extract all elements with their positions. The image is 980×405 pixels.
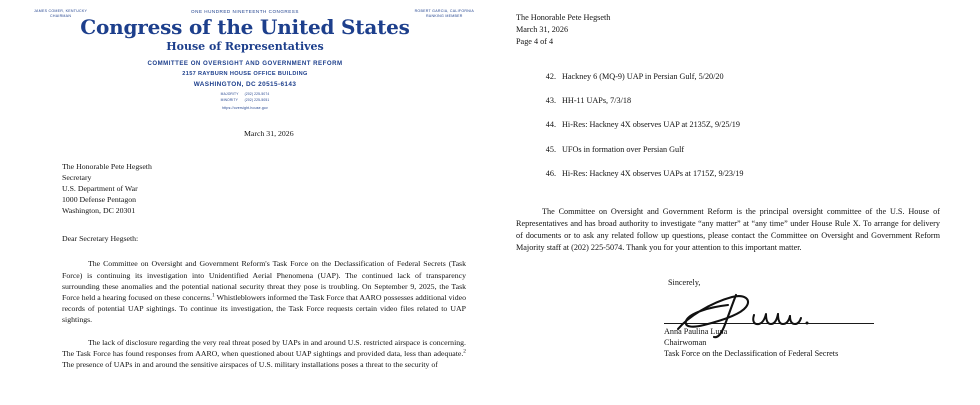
ranking-member-block	[415, 9, 474, 20]
ranking-member-role: RANKING MEMBER	[425, 14, 463, 19]
list-item	[534, 95, 940, 107]
body-paragraph-2	[62, 337, 466, 370]
letterhead	[0, 0, 490, 110]
signature-rule	[664, 323, 874, 324]
letter-date: March 31, 2026	[244, 129, 294, 138]
city-zip: WASHINGTON, DC 20515-6143	[193, 81, 297, 89]
signatory-org: Task Force on the Declassification of Federal Secrets	[664, 348, 839, 358]
majority-phone-number: (202) 225-5074	[244, 92, 270, 97]
letter-body	[62, 128, 466, 382]
page4-body	[516, 12, 940, 359]
paragraph-1-text-b: Whistleblowers informed the Task Force that AARO possesses additional video records of potential UAP sightings. To continue its investigation, the Task Force requests certain video files related to UAP sightings.	[62, 292, 466, 324]
ranking-member-name: ROBERT GARCIA, CALIFORNIA	[414, 9, 474, 13]
masthead-subtitle: House of Representatives	[166, 40, 324, 53]
list-item	[534, 71, 940, 83]
committee-name: COMMITTEE ON OVERSIGHT AND GOVERNMENT REFORM	[147, 60, 343, 68]
list-item-text: Hackney 6 (MQ-9) UAP in Persian Gulf, 5/20/20	[562, 71, 724, 81]
chairman-block	[34, 9, 87, 20]
footnote-marker-1: 1	[212, 292, 215, 299]
page4-recipient: The Honorable Pete Hegseth	[516, 13, 611, 22]
list-item	[534, 168, 940, 180]
minority-phone-label: MINORITY	[220, 97, 238, 102]
body-paragraph-1	[62, 258, 466, 324]
minority-phone-number: (202) 225-5051	[244, 97, 270, 102]
list-item-text: UFOs in formation over Persian Gulf	[562, 144, 685, 154]
chairman-name: JAMES COMER, KENTUCKY	[34, 9, 88, 13]
signatory-name: Anna Paulina Luna	[664, 326, 728, 336]
signatory-title: Chairwoman	[664, 337, 707, 347]
list-item-number: 42.	[545, 71, 556, 81]
address-line: Washington, DC 20301	[62, 206, 136, 216]
paragraph-2-text-a: The lack of disclosure regarding the very real threat posed by UAPs in and around U.S. restricted airspace is concerning. The Task Force has found responses from AARO, when questioned about UAP sightings and provided data, less than adequate.	[62, 337, 466, 358]
paragraph-2-text-b: The presence of UAPs in and around the sensitive airspaces of U.S. military installations poses a threat to the security of	[62, 359, 438, 369]
list-item-text: HH-11 UAPs, 7/3/18	[562, 96, 632, 106]
list-item	[534, 119, 940, 131]
address-line: Secretary	[62, 173, 92, 183]
minority-phone-row	[0, 98, 490, 104]
phone-block	[0, 92, 490, 103]
chairman-role: CHAIRMAN	[50, 14, 72, 19]
list-item-number: 43.	[545, 96, 556, 106]
list-item-number: 46.	[545, 169, 556, 179]
page4-page-number: Page 4 of 4	[516, 36, 554, 46]
address-line: The Honorable Pete Hegseth	[62, 162, 152, 172]
address-line: U.S. Department of War	[62, 184, 138, 194]
page4-date: March 31, 2026	[516, 24, 569, 34]
paragraph-1-text-a: The Committee on Oversight and Government Reform's Task Force on the Declassification of Federal Secrets (Task Force) is continuing its investigation into Unidentified Aerial Phenomena (UAP). The continued lack of transparency surrounding these anomalies and the potential national security threat they pose is troubling. On September 9, 2025, the Task Force held a hearing focused on these concerns.	[62, 259, 466, 302]
recipient-address	[62, 161, 466, 216]
address-line: 1000 Defense Pentagon	[62, 195, 137, 205]
website-url: https://oversight.house.gov	[222, 106, 268, 111]
requested-video-list	[516, 71, 940, 180]
list-item-text: Hi-Res: Hackney 4X observes UAP at 2135Z, 9/25/19	[562, 120, 740, 130]
list-item-number: 44.	[545, 120, 556, 130]
office-building: 2157 RAYBURN HOUSE OFFICE BUILDING	[182, 71, 308, 78]
majority-phone-label: MAJORITY	[220, 92, 239, 97]
closing-paragraph: The Committee on Oversight and Government Reform is the principal oversight committee of the U.S. House of Representatives and has broad authority to investigate “any matter” at “any time” under House Rule X. To arrange for delivery of documents or to ask any related follow up questions, please contact the Committee on Oversight and Government Reform Majority staff at (202) 225-5074. Thank you for your attention to this important matter.	[516, 207, 940, 252]
closing-salutation: Sincerely,	[668, 277, 701, 287]
signature-block	[664, 323, 964, 359]
salutation: Dear Secretary Hegseth:	[62, 234, 139, 244]
list-item-number: 45.	[545, 144, 556, 154]
masthead-title: Congress of the United States	[80, 15, 410, 39]
list-item	[534, 144, 940, 156]
list-item-text: Hi-Res: Hackney 4X observes UAPs at 1715Z, 9/23/19	[562, 169, 744, 179]
congress-session-line: ONE HUNDRED NINETEENTH CONGRESS	[191, 9, 299, 14]
page4-header	[516, 12, 940, 48]
footnote-marker-2: 2	[463, 348, 466, 355]
